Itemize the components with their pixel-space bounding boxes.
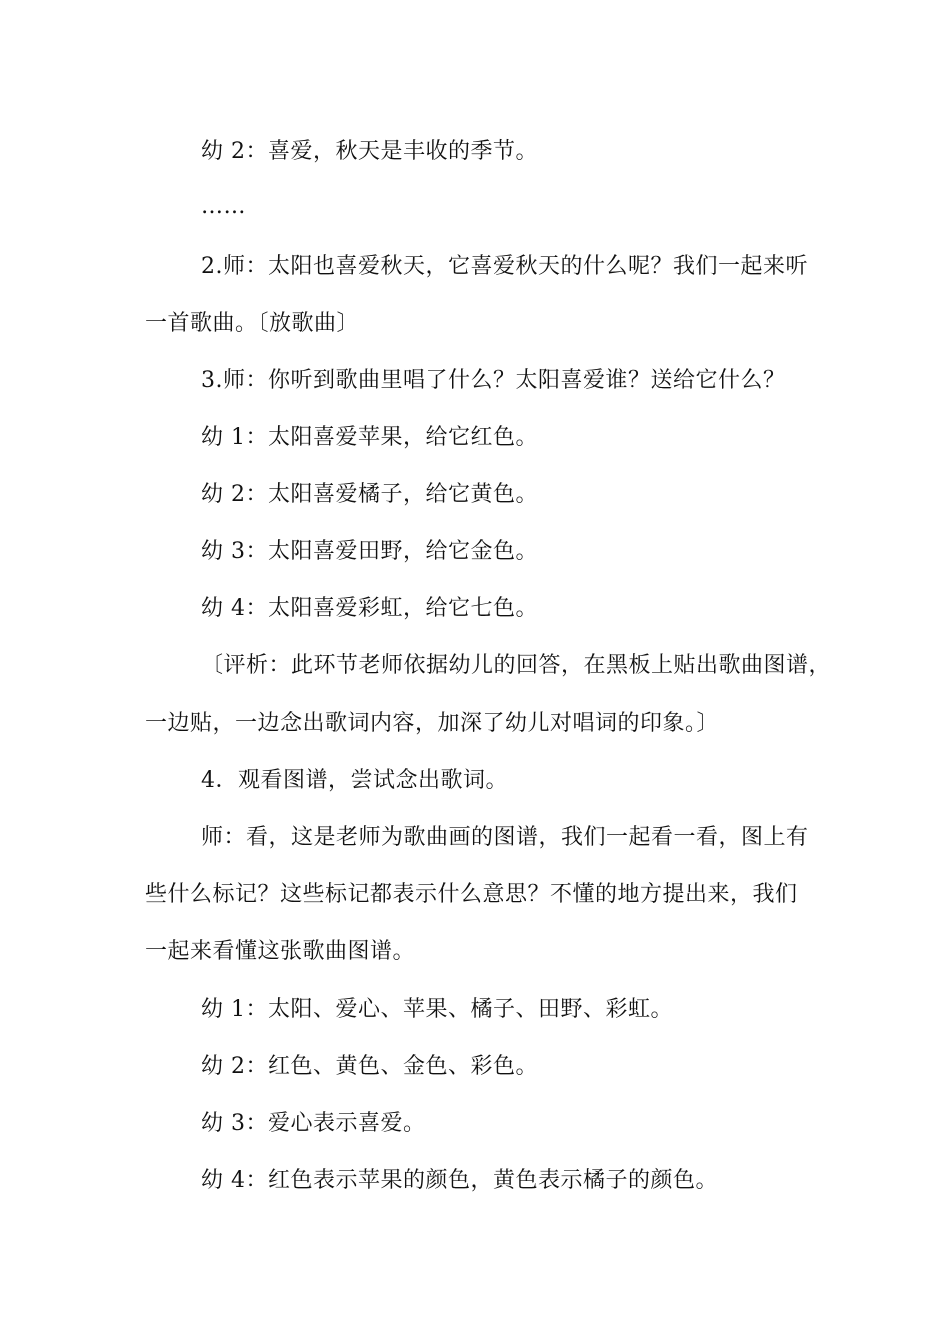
text-line: 幼 1：太阳喜爱苹果，给它红色。 [201,425,538,450]
text-line: 幼 1：太阳、爱心、苹果、橘子、田野、彩虹。 [201,997,673,1022]
text-line: 幼 4：太阳喜爱彩虹，给它七色。 [201,596,538,621]
text-line: 3.师：你听到歌曲里唱了什么？太阳喜爱谁？送给它什么？ [201,368,786,393]
text-line: 一起来看懂这张歌曲图谱。 [145,939,416,964]
text-line: 幼 3：爱心表示喜爱。 [201,1111,426,1136]
text-line: 一边贴，一边念出歌词内容，加深了幼儿对唱词的印象。〕 [145,711,720,736]
text-line: 4．观看图谱，尝试念出歌词。 [201,768,508,793]
text-line: 些什么标记？这些标记都表示什么意思？不懂的地方提出来，我们 [145,882,798,907]
text-line: 幼 3：太阳喜爱田野，给它金色。 [201,539,538,564]
text-line: 师：看，这是老师为歌曲画的图谱，我们一起看一看，图上有 [201,825,809,850]
text-line: 幼 2：红色、黄色、金色、彩色。 [201,1054,538,1079]
text-line: 幼 2：喜爱，秋天是丰收的季节。 [201,139,538,164]
text-line: 幼 4：红色表示苹果的颜色，黄色表示橘子的颜色。 [201,1168,718,1193]
text-line: 一首歌曲。〔放歌曲〕 [145,311,360,336]
text-line: 2.师：太阳也喜爱秋天，它喜爱秋天的什么呢？我们一起来听 [201,254,808,279]
text-line: …… [201,194,246,219]
text-line: 〔评析：此环节老师依据幼儿的回答，在黑板上贴出歌曲图谱， [201,653,832,678]
text-line: 幼 2：太阳喜爱橘子，给它黄色。 [201,482,538,507]
